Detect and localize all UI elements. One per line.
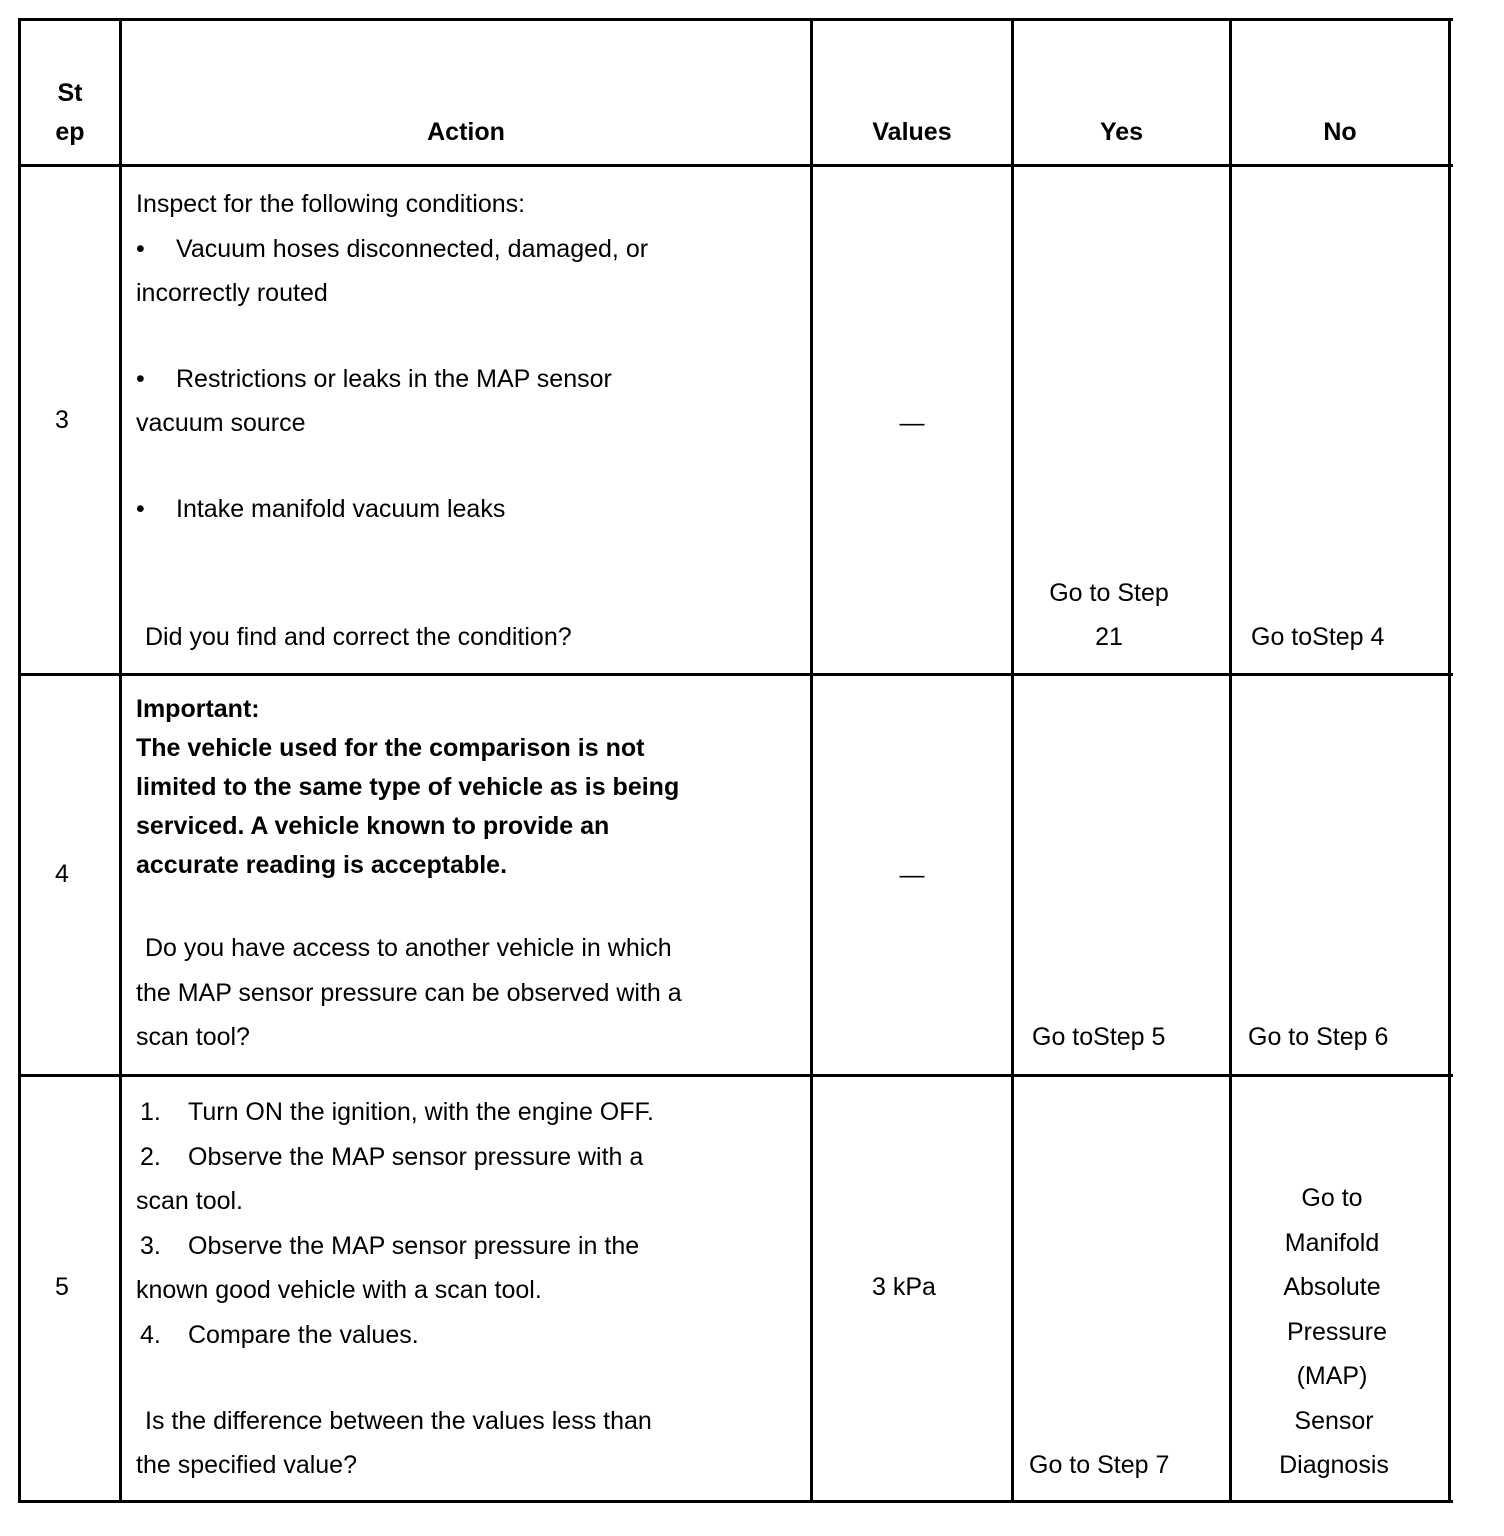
row-3-bullet-3: • Intake manifold vacuum leaks	[136, 495, 506, 523]
row-5-no-line-2: Manifold	[1284, 1229, 1380, 1257]
row-5-value: 3 kPa	[872, 1273, 936, 1301]
row-4-question-line-2: the MAP sensor pressure can be observed with a	[136, 979, 682, 1007]
row-5-question-line-1: Is the difference between the values less than	[145, 1407, 652, 1435]
row-4-no: Go to Step 6	[1248, 1023, 1389, 1051]
row-divider-4-5	[18, 1074, 1453, 1077]
row-3-bullet-2: • Restrictions or leaks in the MAP sensor	[136, 365, 612, 393]
row-3-yes-line-1: Go to Step	[1049, 579, 1169, 607]
header-step-line-2: ep	[55, 118, 85, 146]
row-5-no-line-3: Absolute	[1283, 1273, 1381, 1301]
row-3-bullet-2-cont: vacuum source	[136, 409, 306, 437]
header-yes: Yes	[1099, 118, 1144, 146]
row-4-question-line-1: Do you have access to another vehicle in which	[145, 934, 672, 962]
row-5-no-line-5: (MAP)	[1296, 1362, 1368, 1390]
row-3-bullet-1: • Vacuum hoses disconnected, damaged, or	[136, 235, 649, 263]
table-border-top	[18, 18, 1453, 21]
diagnostic-table	[18, 18, 1453, 1503]
row-5-step: 5	[55, 1273, 69, 1301]
row-3-bullet-1-cont: incorrectly routed	[136, 279, 328, 307]
row-5-no-line-4: Pressure	[1286, 1318, 1388, 1346]
header-divider	[18, 164, 1453, 167]
col-divider-values	[1011, 18, 1014, 1503]
row-divider-3-4	[18, 673, 1453, 676]
row-5-no-line-7: Diagnosis	[1279, 1451, 1389, 1479]
col-divider-step	[119, 18, 122, 1503]
header-no: No	[1323, 118, 1357, 146]
row-4-important-line-4: accurate reading is acceptable.	[136, 851, 508, 879]
table-border-bottom	[18, 1500, 1453, 1503]
row-4-step: 4	[55, 860, 69, 888]
row-3-yes-line-2: 21	[1095, 623, 1123, 651]
bullet-glyph: •	[136, 235, 145, 263]
row-4-important-label: Important:	[136, 695, 260, 723]
row-4-value: —	[899, 861, 925, 889]
row-5-yes: Go to Step 7	[1029, 1451, 1170, 1479]
row-4-important-line-1: The vehicle used for the comparison is not	[136, 734, 645, 762]
row-5-step-2-cont: scan tool.	[136, 1187, 244, 1215]
row-3-question: Did you find and correct the condition?	[145, 623, 572, 651]
row-4-important-line-3: serviced. A vehicle known to provide an	[136, 812, 610, 840]
row-5-no-line-1: Go to	[1301, 1184, 1363, 1212]
row-3-value: —	[899, 409, 925, 437]
row-5-step-3: 3. Observe the MAP sensor pressure in the	[140, 1232, 640, 1260]
row-5-step-1: 1. Turn ON the ignition, with the engine OFF.	[140, 1098, 654, 1126]
row-5-no-line-6: Sensor	[1294, 1407, 1374, 1435]
row-3-intro: Inspect for the following conditions:	[136, 190, 526, 218]
row-4-question-line-3: scan tool?	[136, 1023, 250, 1051]
table-border-right	[1448, 18, 1451, 1503]
header-action: Action	[427, 118, 505, 146]
row-5-step-4: 4. Compare the values.	[140, 1321, 419, 1349]
header-values: Values	[872, 118, 952, 146]
bullet-glyph: •	[136, 495, 145, 523]
header-step-line-1: St	[57, 79, 83, 107]
row-3-step: 3	[55, 406, 69, 434]
bullet-glyph: •	[136, 365, 145, 393]
row-4-yes: Go toStep 5	[1032, 1023, 1166, 1051]
row-5-question-line-2: the specified value?	[136, 1451, 357, 1479]
row-3-no: Go toStep 4	[1251, 623, 1385, 651]
row-5-step-2: 2. Observe the MAP sensor pressure with a	[140, 1143, 644, 1171]
row-5-step-3-cont: known good vehicle with a scan tool.	[136, 1276, 542, 1304]
row-4-important-line-2: limited to the same type of vehicle as is being	[136, 773, 680, 801]
